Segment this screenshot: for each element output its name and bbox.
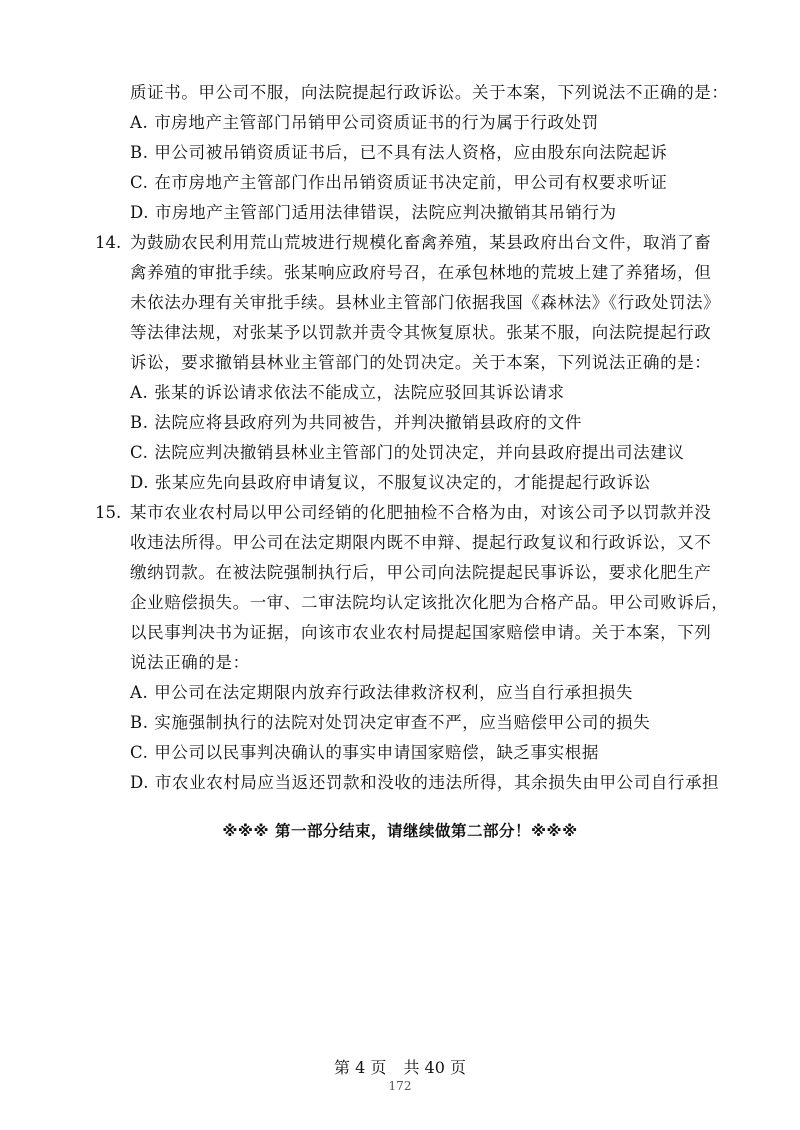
q13-option-d: D. 市房地产主管部门适用法律错误，法院应判决撤销其吊销行为 bbox=[130, 203, 617, 222]
sheet-number: 172 bbox=[388, 1079, 412, 1093]
q15-option-b: B. 实施强制执行的法院对处罚决定审查不严，应当赔偿甲公司的损失 bbox=[130, 713, 651, 732]
q15-option-c: C. 甲公司以民事判决确认的事实申请国家赔偿，缺乏事实根据 bbox=[130, 743, 599, 762]
q13-stem-tail: 质证书。甲公司不服，向法院提起行政诉讼。关于本案，下列说法不正确的是： bbox=[130, 83, 729, 102]
q14-stem-line: 未依法办理有关审批手续。县林业主管部门依据我国《森林法》《行政处罚法》 bbox=[130, 293, 721, 312]
page-number: 第 4 页 bbox=[334, 1058, 387, 1077]
q14-stem-line: 等法律法规，对张某予以罚款并责令其恢复原状。张某不服，向法院提起行政 bbox=[130, 323, 712, 342]
q13-option-c: C. 在市房地产主管部门作出吊销资质证书决定前，甲公司有权要求听证 bbox=[130, 173, 668, 192]
q14-stem-line: 诉讼，要求撤销县林业主管部门的处罚决定。关于本案，下列说法正确的是： bbox=[130, 353, 712, 372]
q14-number: 14. bbox=[95, 233, 122, 252]
q14-option-c: C. 法院应判决撤销县林业主管部门的处罚决定，并向县政府提出司法建议 bbox=[130, 443, 685, 462]
q15-stem-line: 以民事判决书为证据，向该市农业农村局提起国家赔偿申请。关于本案，下列 bbox=[130, 623, 712, 642]
q14-stem-line: 禽养殖的审批手续。张某响应政府号召，在承包林地的荒坡上建了养猪场，但 bbox=[130, 263, 712, 282]
page-total: 共 40 页 bbox=[403, 1058, 466, 1077]
q13-option-b: B. 甲公司被吊销资质证书后，已不具有法人资格，应由股东向法院起诉 bbox=[130, 143, 668, 162]
q15-number: 15. bbox=[95, 503, 122, 522]
q15-option-d: D. 市农业农村局应当返还罚款和没收的违法所得，其余损失由甲公司自行承担 bbox=[130, 773, 720, 792]
q14-option-d: D. 张某应先向县政府申请复议，不服复议决定的，才能提起行政诉讼 bbox=[130, 473, 651, 492]
q15-option-a: A. 甲公司在法定期限内放弃行政法律救济权利，应当自行承担损失 bbox=[130, 683, 634, 702]
q14-stem-line: 为鼓励农民利用荒山荒坡进行规模化畜禽养殖，某县政府出台文件，取消了畜 bbox=[130, 233, 712, 252]
q15-stem-line: 某市农业农村局以甲公司经销的化肥抽检不合格为由，对该公司予以罚款并没 bbox=[130, 503, 712, 522]
q15-stem-line: 缴纳罚款。在被法院强制执行后，甲公司向法院提起民事诉讼，要求化肥生产 bbox=[130, 563, 712, 582]
q14-option-a: A. 张某的诉讼请求依法不能成立，法院应驳回其诉讼请求 bbox=[130, 383, 565, 402]
page-footer bbox=[0, 1055, 800, 1078]
q13-option-a: A. 市房地产主管部门吊销甲公司资质证书的行为属于行政处罚 bbox=[130, 113, 599, 132]
part-end-note: ※※※ 第一部分结束，请继续做第二部分！※※※ bbox=[222, 822, 578, 840]
q15-stem-line: 说法正确的是： bbox=[130, 653, 250, 672]
q15-stem-line: 收违法所得。甲公司在法定期限内既不申辩、提起行政复议和行政诉讼，又不 bbox=[130, 533, 712, 552]
q15-stem-line: 企业赔偿损失。一审、二审法院均认定该批次化肥为合格产品。甲公司败诉后， bbox=[130, 593, 729, 612]
q14-option-b: B. 法院应将县政府列为共同被告，并判决撤销县政府的文件 bbox=[130, 413, 582, 432]
